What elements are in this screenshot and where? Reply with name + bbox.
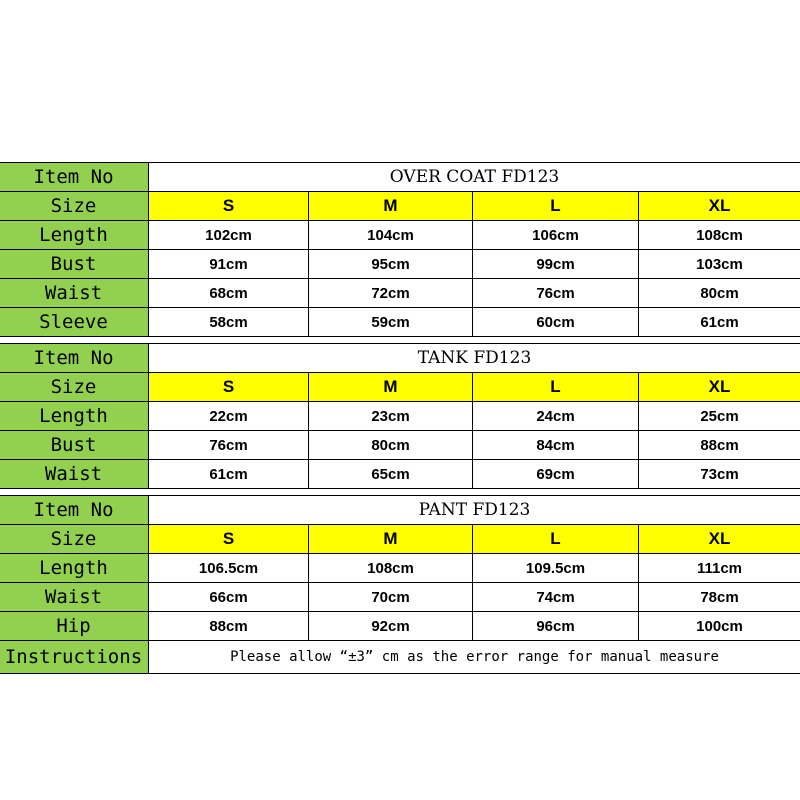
measurement-cell: 96cm xyxy=(473,612,639,641)
size-header-cell: S xyxy=(149,525,309,554)
measurement-cell: 92cm xyxy=(309,612,473,641)
measurement-cell: 84cm xyxy=(473,431,639,460)
item-no-label: Item No xyxy=(0,344,149,373)
measurement-cell: 109.5cm xyxy=(473,554,639,583)
measurement-label: Waist xyxy=(0,279,149,308)
measurement-cell: 23cm xyxy=(309,402,473,431)
instructions-row xyxy=(0,641,800,674)
size-header-cell: XL xyxy=(639,192,800,221)
item-no-label: Item No xyxy=(0,163,149,192)
measurement-label: Length xyxy=(0,554,149,583)
measurement-cell: 80cm xyxy=(309,431,473,460)
size-label: Size xyxy=(0,192,149,221)
measurement-cell: 88cm xyxy=(639,431,800,460)
measurement-cell: 76cm xyxy=(149,431,309,460)
product-title: TANK FD123 xyxy=(149,344,800,373)
measurement-cell: 59cm xyxy=(309,308,473,337)
item-row xyxy=(0,163,800,192)
size-row xyxy=(0,525,800,554)
measurement-cell: 104cm xyxy=(309,221,473,250)
table-spacer xyxy=(0,337,800,344)
measurement-label: Length xyxy=(0,402,149,431)
measurement-cell: 99cm xyxy=(473,250,639,279)
table-row xyxy=(0,431,800,460)
spacer-cell xyxy=(0,489,800,496)
table-row xyxy=(0,279,800,308)
product-title: PANT FD123 xyxy=(149,496,800,525)
measurement-cell: 91cm xyxy=(149,250,309,279)
table-spacer xyxy=(0,489,800,496)
size-row xyxy=(0,192,800,221)
measurement-cell: 24cm xyxy=(473,402,639,431)
spacer-cell xyxy=(0,337,800,344)
measurement-cell: 95cm xyxy=(309,250,473,279)
measurement-cell: 73cm xyxy=(639,460,800,489)
measurement-cell: 70cm xyxy=(309,583,473,612)
measurement-cell: 61cm xyxy=(149,460,309,489)
measurement-label: Bust xyxy=(0,250,149,279)
measurement-cell: 58cm xyxy=(149,308,309,337)
size-header-cell: M xyxy=(309,525,473,554)
measurement-cell: 74cm xyxy=(473,583,639,612)
measurement-cell: 65cm xyxy=(309,460,473,489)
measurement-cell: 111cm xyxy=(639,554,800,583)
instructions-text: Please allow “±3” cm as the error range for manual measure xyxy=(149,641,800,674)
measurement-cell: 108cm xyxy=(309,554,473,583)
measurement-label: Sleeve xyxy=(0,308,149,337)
size-header-cell: L xyxy=(473,192,639,221)
table-row xyxy=(0,554,800,583)
size-chart-table xyxy=(0,162,800,674)
measurement-cell: 102cm xyxy=(149,221,309,250)
size-chart xyxy=(0,162,800,674)
table-row xyxy=(0,402,800,431)
size-row xyxy=(0,373,800,402)
table-row xyxy=(0,612,800,641)
size-chart-body xyxy=(0,163,800,674)
measurement-cell: 108cm xyxy=(639,221,800,250)
table-row xyxy=(0,221,800,250)
measurement-cell: 88cm xyxy=(149,612,309,641)
instructions-label: Instructions xyxy=(0,641,149,674)
measurement-cell: 61cm xyxy=(639,308,800,337)
measurement-cell: 103cm xyxy=(639,250,800,279)
measurement-cell: 106.5cm xyxy=(149,554,309,583)
measurement-cell: 106cm xyxy=(473,221,639,250)
measurement-label: Hip xyxy=(0,612,149,641)
measurement-cell: 69cm xyxy=(473,460,639,489)
measurement-cell: 78cm xyxy=(639,583,800,612)
size-header-cell: S xyxy=(149,373,309,402)
table-row xyxy=(0,460,800,489)
measurement-cell: 66cm xyxy=(149,583,309,612)
item-no-label: Item No xyxy=(0,496,149,525)
measurement-label: Bust xyxy=(0,431,149,460)
size-header-cell: S xyxy=(149,192,309,221)
size-header-cell: L xyxy=(473,373,639,402)
measurement-cell: 60cm xyxy=(473,308,639,337)
measurement-label: Length xyxy=(0,221,149,250)
size-header-cell: XL xyxy=(639,373,800,402)
item-row xyxy=(0,344,800,373)
measurement-cell: 100cm xyxy=(639,612,800,641)
size-header-cell: XL xyxy=(639,525,800,554)
measurement-label: Waist xyxy=(0,460,149,489)
size-header-cell: M xyxy=(309,373,473,402)
measurement-cell: 76cm xyxy=(473,279,639,308)
table-row xyxy=(0,250,800,279)
product-title: OVER COAT FD123 xyxy=(149,163,800,192)
table-row xyxy=(0,308,800,337)
size-label: Size xyxy=(0,525,149,554)
size-label: Size xyxy=(0,373,149,402)
measurement-label: Waist xyxy=(0,583,149,612)
table-row xyxy=(0,583,800,612)
measurement-cell: 22cm xyxy=(149,402,309,431)
item-row xyxy=(0,496,800,525)
measurement-cell: 25cm xyxy=(639,402,800,431)
size-header-cell: M xyxy=(309,192,473,221)
measurement-cell: 72cm xyxy=(309,279,473,308)
size-header-cell: L xyxy=(473,525,639,554)
measurement-cell: 68cm xyxy=(149,279,309,308)
measurement-cell: 80cm xyxy=(639,279,800,308)
